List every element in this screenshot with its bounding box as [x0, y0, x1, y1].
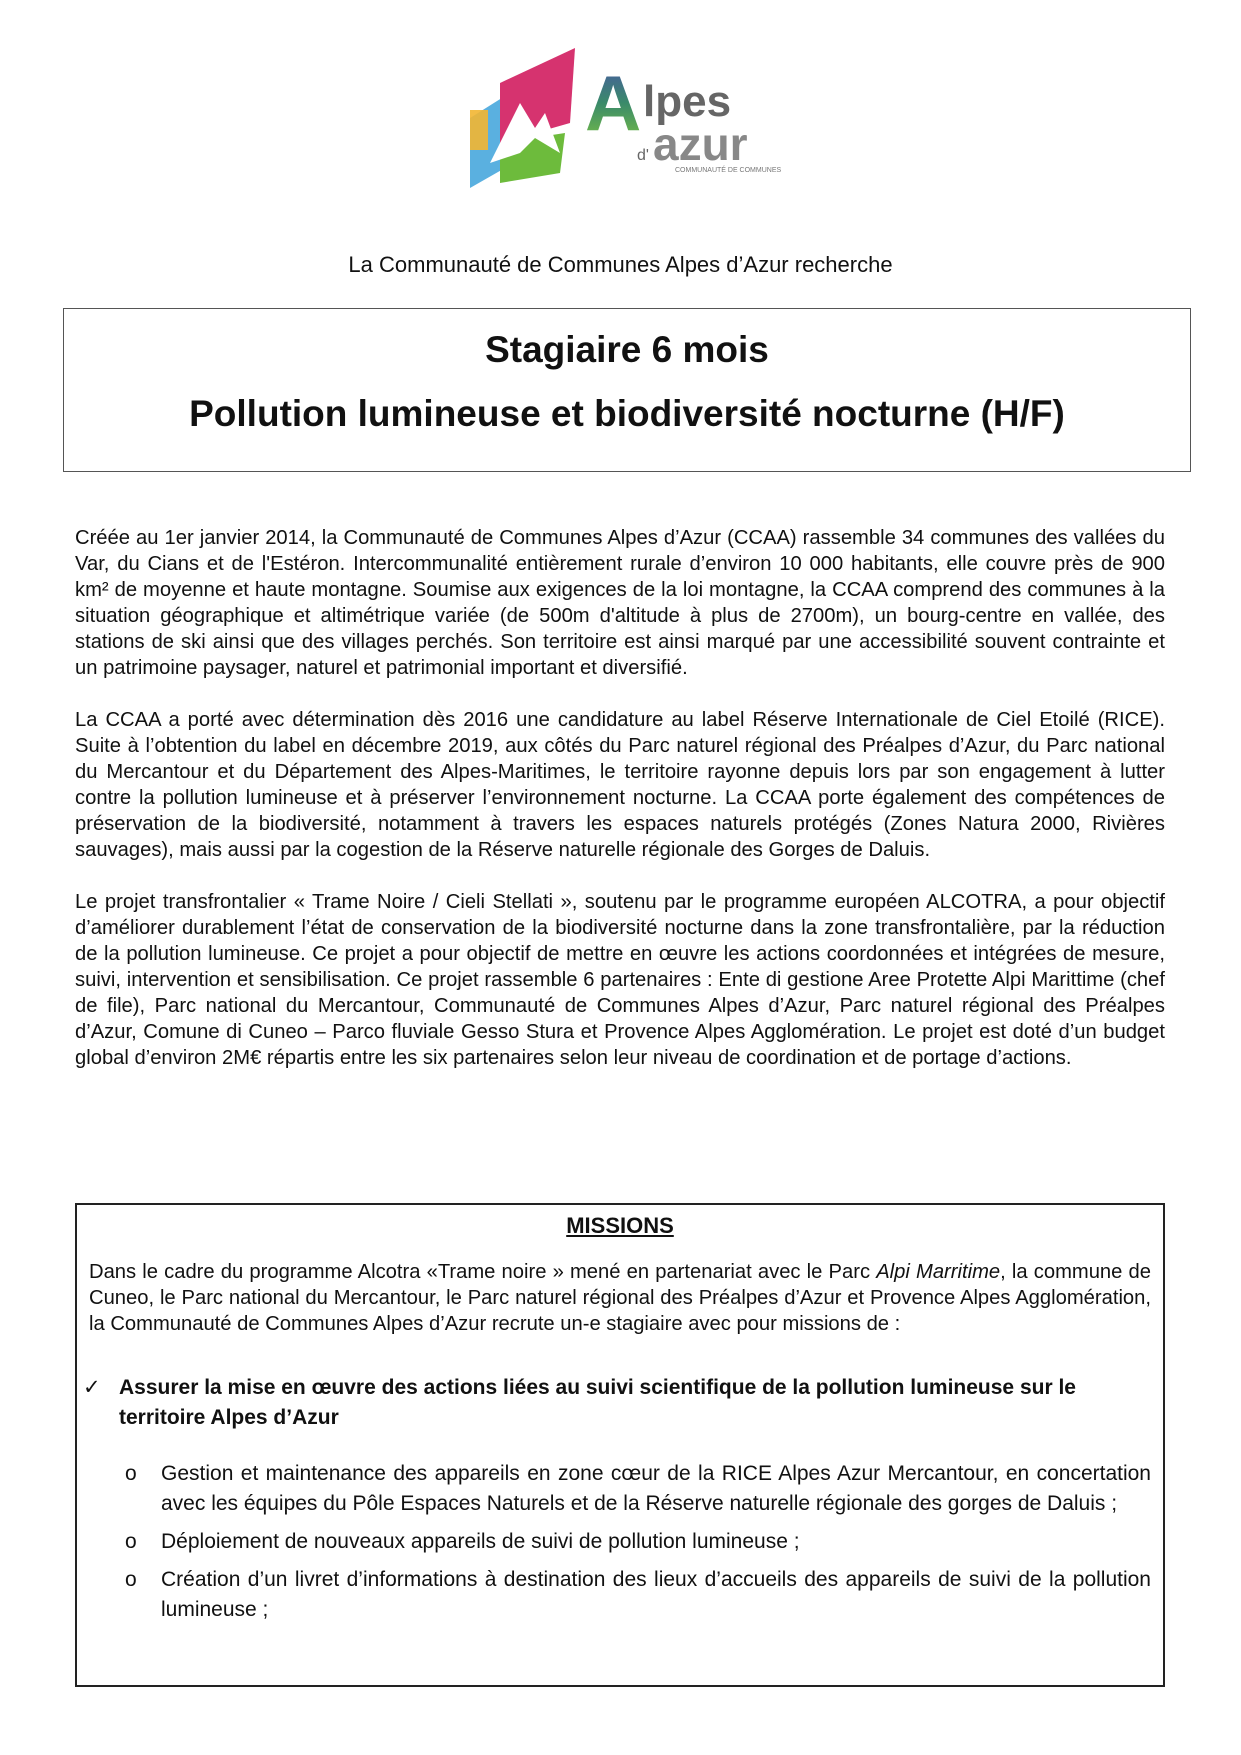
- svg-text:d': d': [637, 147, 649, 164]
- list-item: [125, 1527, 1151, 1557]
- missions-box: [75, 1203, 1165, 1687]
- paragraph: Créée au 1er janvier 2014, la Communauté de Communes Alpes d’Azur (CCAA) rassemble 34 communes des vallées du Var, du Cians et de l'Estéron. Intercommunalité entièrement rurale d’environ 10 000 habitants, elle couvre près de 900 km² de moyenne et haute montagne. Soumise aux exigences de la loi montagne, la CCAA comprend des communes à la situation géographique et altimétrique variée (de 500m d'altitude à plus de 2700m), un bourg-centre en vallée, des stations de ski ainsi que des villages perchés. Son territoire est ainsi marqué par une accessibilité souvent contrainte et un patrimoine paysager, naturel et patrimonial important et diversifié.: [75, 527, 1165, 679]
- svg-text:A: A: [585, 59, 642, 147]
- paragraph: Le projet transfrontalier « Trame Noire / Cieli Stellati », soutenu par le programme européen ALCOTRA, a pour objectif d’améliorer durablement l’état de conservation de la biodiversité nocturne dans la zone transfrontalière, par la réduction de la pollution lumineuse. Ce projet a pour objectif de mettre en œuvre les actions coordonnées et intégrées de mesure, suivi, intervention et sensibilisation. Ce projet rassemble 6 partenaires : Ente di gestione Aree Protette Alpi Marittime (chef de file), Parc national du Mercantour, Communauté de Communes Alpes d’Azur, Parc naturel régional des Préalpes d’Azur, Comune di Cuneo – Parco fluviale Gesso Stura et Provence Alpes Agglomération. Le projet est doté d’un budget global d’environ 2M€ répartis entre les six partenaires selon leur niveau de coordination et de portage d’actions.: [75, 891, 1165, 1069]
- list-item: [125, 1459, 1151, 1519]
- list-item-text: Gestion et maintenance des appareils en zone cœur de la RICE Alpes Azur Mercantour, en concertation avec les équipes du Pôle Espaces Naturels et de la Réserve naturelle régionale des gorges de Daluis ;: [161, 1462, 1151, 1515]
- missions-intro-italic: Alpi Marritime: [876, 1261, 1001, 1283]
- description: [75, 525, 1165, 1097]
- checkmark-icon: ✓: [83, 1376, 101, 1399]
- check-item-text: Assurer la mise en œuvre des actions liées au suivi scientifique de la pollution lumineuse sur le territoire Alpes d’Azur: [119, 1376, 1076, 1429]
- list-item-text: Déploiement de nouveaux appareils de suivi de pollution lumineuse ;: [161, 1530, 800, 1553]
- svg-text:azur: azur: [653, 118, 748, 170]
- bullet-icon: o: [125, 1568, 137, 1591]
- list-item-text: Création d’un livret d’informations à destination des lieux d’accueils des appareils de suivi de la pollution lumineuse ;: [161, 1568, 1151, 1621]
- missions-intro-text: Dans le cadre du programme Alcotra «Trame noire » mené en partenariat avec le Parc: [89, 1261, 877, 1283]
- intro-line: La Communauté de Communes Alpes d’Azur recherche: [348, 252, 893, 277]
- missions-intro: [89, 1259, 1151, 1337]
- bullet-icon: o: [125, 1462, 137, 1485]
- title-box: [63, 308, 1191, 472]
- alpes-azur-logo: [465, 48, 795, 188]
- job-title: Stagiaire 6 mois: [485, 329, 769, 370]
- list-item: [125, 1565, 1151, 1625]
- sub-list: [125, 1459, 1151, 1625]
- job-subtitle: Pollution lumineuse et biodiversité nocturne (H/F): [189, 393, 1065, 434]
- check-item: [83, 1373, 1151, 1433]
- svg-text:COMMUNAUTÉ DE COMMUNES: COMMUNAUTÉ DE COMMUNES: [675, 167, 782, 174]
- bullet-icon: o: [125, 1530, 137, 1553]
- svg-text:lpes: lpes: [643, 77, 732, 126]
- missions-heading: MISSIONS: [566, 1213, 674, 1238]
- missions-intro-text: , la commune de Cuneo, le Parc national du Mercantour, le Parc naturel régional des Préalpes d’Azur et Provence Alpes Agglomération, la Communauté de Communes Alpes d’Azur recrute un-e stagiaire avec pour missions de :: [89, 1261, 1151, 1335]
- paragraph: La CCAA a porté avec détermination dès 2016 une candidature au label Réserve Internationale de Ciel Etoilé (RICE). Suite à l’obtention du label en décembre 2019, aux côtés du Parc naturel régional des Préalpes d’Azur, du Parc national du Mercantour et du Département des Alpes-Maritimes, le territoire rayonne depuis lors par son engagement à lutter contre la pollution lumineuse et à préserver l’environnement nocturne. La CCAA porte également des compétences de préservation de la biodiversité, notamment à travers les espaces naturels protégés (Zones Natura 2000, Rivières sauvages), mais aussi par la cogestion de la Réserve naturelle régionale des Gorges de Daluis.: [75, 709, 1165, 861]
